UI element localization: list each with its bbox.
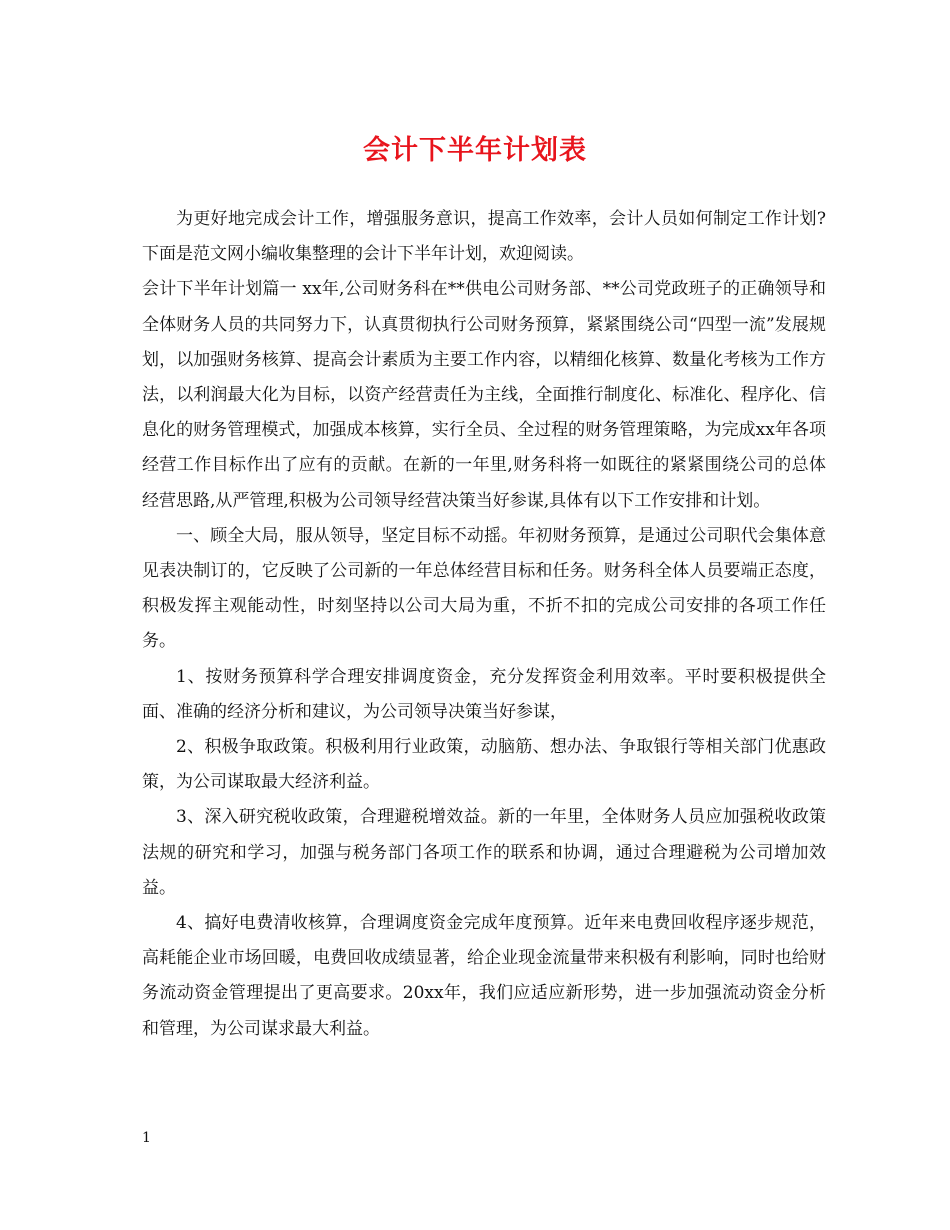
paragraph-2: 1、按财务预算科学合理安排调度资金，充分发挥资金利用效率。平时要积极提供全面、准确的经济分析和建议，为公司领导决策当好参谋， bbox=[142, 666, 826, 722]
section-label: 会计下半年计划篇一 bbox=[142, 279, 297, 300]
section-text: xx年,公司财务科在**供电公司财务部、**公司党政班子的正确领导和全体财务人员的共同努力下，认真贯彻执行公司财务预算，紧紧围绕公司“四型一流”发展规划，以加强财务核算、提高会计素质为主要工作内容，以精细化核算、数量化考核为工作方法，以利润最大化为目标，以资产经营责任为主线，全面推行制度化、标准化、程序化、信息化的财务管理模式，加强成本核算，实行全员、全过程的财务管理策略，为完成xx年各项经营工作目标作出了应有的贡献。在新的一年里,财务科将一如既往的紧紧围绕公司的总体经营思路,从严管理,积极为公司领导经营决策当好参谋,具体有以下工作安排和计划。 bbox=[142, 279, 827, 511]
document-body bbox=[142, 202, 826, 1047]
paragraph-4: 3、深入研究税收政策，合理避税增效益。新的一年里，全体财务人员应加强税收政策法规的研究和学习，加强与税务部门各项工作的联系和协调，通过合理避税为公司增加效益。 bbox=[142, 807, 826, 898]
page-number: 1 bbox=[142, 1130, 151, 1146]
intro-paragraph: 为更好地完成会计工作，增强服务意识，提高工作效率，会计人员如何制定工作计划?下面是范文网小编收集整理的会计下半年计划，欢迎阅读。 bbox=[142, 209, 826, 265]
paragraph-5: 4、搞好电费清收核算，合理调度资金完成年度预算。近年来电费回收程序逐步规范，高耗能企业市场回暖，电费回收成绩显著，给企业现金流量带来积极有利影响，同时也给财务流动资金管理提出了更高要求。20xx年，我们应适应新形势，进一步加强流动资金分析和管理，为公司谋求最大利益。 bbox=[142, 913, 826, 1039]
section-paragraph bbox=[142, 272, 826, 518]
document-title: 会计下半年计划表 bbox=[363, 135, 587, 166]
paragraph-1: 一、顾全大局，服从领导，坚定目标不动摇。年初财务预算，是通过公司职代会集体意见表决制订的，它反映了公司新的一年总体经营目标和任务。财务科全体人员要端正态度，积极发挥主观能动性，时刻坚持以公司大局为重，不折不扣的完成公司安排的各项工作任务。 bbox=[142, 525, 826, 652]
paragraph-3: 2、积极争取政策。积极利用行业政策，动脑筋、想办法、争取银行等相关部门优惠政策，为公司谋取最大经济利益。 bbox=[142, 737, 826, 793]
